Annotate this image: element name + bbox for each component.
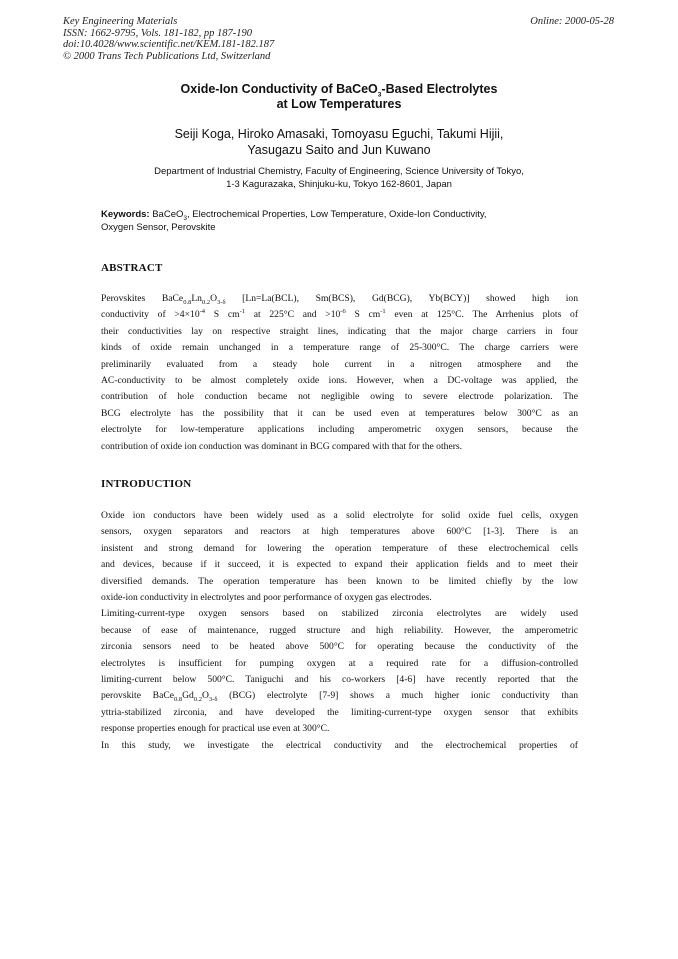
keywords-label: Keywords:: [101, 209, 150, 220]
abstract-heading: ABSTRACT: [101, 262, 163, 274]
intro-line: insistent and strong demand for lowering the operation temperature of these electrochemical cells: [101, 542, 578, 554]
journal-name: Key Engineering Materials: [63, 16, 178, 27]
title-text: Oxide-Ion Conductivity of BaCeO: [180, 82, 378, 96]
paper-title: [60, 82, 618, 112]
issn-line: ISSN: 1662-9795, Vols. 181-182, pp 187-190: [63, 27, 252, 39]
intro-line: In this study, we investigate the electrical conductivity and the electrochemical properties of: [101, 739, 578, 751]
keywords-text: BaCeO: [149, 209, 184, 220]
intro-line: because of ease of maintenance, rugged structure and high reliability. However, the amperometric: [101, 624, 578, 636]
keywords-text: , Electrochemical Properties, Low Temperature, Oxide-Ion Conductivity,: [187, 209, 487, 220]
affiliation-line-2: 1-3 Kagurazaka, Shinjuku-ku, Tokyo 162-8601, Japan: [226, 179, 452, 190]
abstract-line: BCG electrolyte has the possibility that it can be used even at temperatures below 300°C as an: [101, 407, 578, 419]
introduction-heading: INTRODUCTION: [101, 478, 192, 490]
abstract-line: electrolyte for low-temperature applications including amperometric oxygen sensors, because the: [101, 424, 578, 436]
intro-line: Oxide ion conductors have been widely used as a solid electrolyte for solid oxide fuel cells, oxygen: [101, 510, 578, 521]
abstract-line: conductivity of $>4\times 10^{-4}$ S $cm^{-1}$ at 225°C and $>10^{-6}$ S $cm^{-1}$ even at 125°C. The Arrhenius plots of: [101, 308, 579, 321]
title-subscript: 3: [377, 91, 382, 99]
title-text: -Based Electrolytes: [381, 82, 498, 96]
intro-line: Limiting-current-type oxygen sensors based on stabilized zirconia electrolytes are widely used: [101, 608, 578, 620]
online-date: Online: 2000-05-28: [530, 16, 614, 27]
affiliation-line-1: Department of Industrial Chemistry, Faculty of Engineering, Science University of Tokyo,: [154, 166, 524, 177]
copyright-line: © 2000 Trans Tech Publications Ltd, Switzerland: [63, 50, 271, 62]
intro-line: diversified demands. The operation temperature has been known to be limited chiefly by the low: [101, 575, 578, 587]
abstract-line: preliminarily evaluated from a steady hole current in a nitrogen atmosphere and the: [101, 358, 578, 370]
intro-line: electrolytes is insufficient for pumping oxygen at a required rate for a diffusion-controlled: [101, 657, 578, 669]
abstract-line: their conductivities lay on respective straight lines, indicating that the major charge carriers in four: [101, 325, 578, 337]
authors-line-1: Seiji Koga, Hiroko Amasaki, Tomoyasu Eguchi, Takumi Hijii,: [174, 127, 504, 141]
abstract-line: AC-conductivity to be almost completely oxide ions. However, when a DC-voltage was applied, the: [101, 375, 578, 387]
authors-line-2: Yasugazu Saito and Jun Kuwano: [247, 143, 431, 157]
abstract-line: Perovskites $BaCe_{0.8}Ln_{0.2}O_{3-\delta}$ [Ln=La(BCL), Sm(BCS), Gd(BCG), Yb(BCY)] showed high ion: [101, 293, 578, 306]
abstract-body: [101, 291, 578, 455]
intro-line: sensors, oxygen separators and reactors at high temperatures above 600°C [1-3]. There is an: [101, 526, 578, 538]
intro-line: yttria-stabilized zirconia, and have developed the limiting-current-type oxygen sensor that exhibits: [101, 706, 578, 718]
author-list: [60, 126, 618, 158]
intro-line: and devices, because if it succeed, it is expected to expand their application fields and to meet their: [101, 559, 578, 571]
intro-line: oxide-ion conductivity in electrolytes and poor performance of oxygen gas electrodes.: [101, 592, 432, 604]
keywords-line-2: Oxygen Sensor, Perovskite: [101, 222, 216, 233]
keywords: [101, 208, 581, 234]
intro-line: limiting-current below 500°C. Taniguchi and his co-workers [4-6] have recently reported that the: [101, 674, 578, 686]
journal-header: [63, 16, 274, 62]
introduction-body: [101, 508, 578, 754]
title-line-2: at Low Temperatures: [276, 97, 402, 111]
intro-line: response properties enough for practical use even at 300°C.: [101, 723, 330, 735]
abstract-line: kinds of oxide remain unchanged in a temperature range of 25-300°C. The charge carriers were: [101, 342, 578, 354]
intro-line: zirconia sensors need to be heated above 500°C for operating because the conductivity of the: [101, 641, 578, 653]
intro-line: perovskite $BaCe_{0.8}Gd_{0.2}O_{3-\delta}$ (BCG) electrolyte [7-9] shows a much higher ionic conductivity than: [101, 690, 578, 704]
affiliation: [60, 165, 618, 191]
abstract-line: contribution of hole conduction became not negligible owing to severe electrode polarization. The: [101, 391, 578, 403]
doi-line[interactable]: doi:10.4028/www.scientific.net/KEM.181-182.187: [63, 39, 275, 50]
abstract-line: contribution of oxide ion conduction was dominant in BCG compared with that for the others.: [101, 440, 463, 452]
keywords-subscript: 3: [183, 214, 187, 222]
